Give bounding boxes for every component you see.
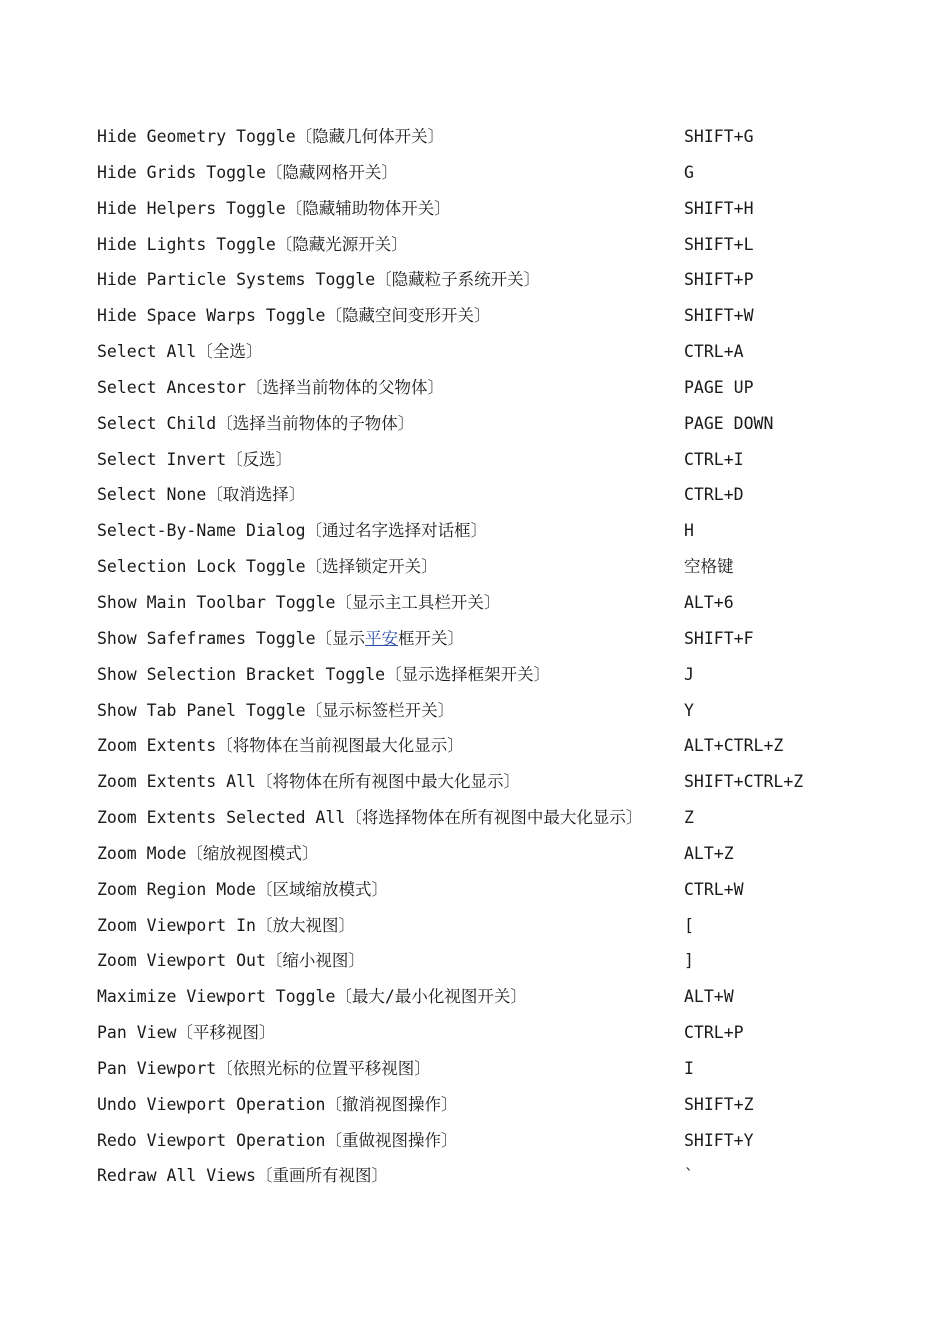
hyperlink-text[interactable]: 平安 — [365, 628, 399, 648]
shortcut-key: CTRL+W — [684, 879, 744, 899]
command-label: Show Selection Bracket Toggle〔显示选择框架开关〕 — [97, 664, 551, 684]
shortcut-row — [97, 943, 897, 979]
command-label: Select Invert〔反选〕 — [97, 449, 293, 469]
shortcut-row — [97, 227, 897, 263]
shortcut-row — [97, 477, 897, 513]
shortcut-key: ALT+6 — [684, 592, 734, 612]
shortcut-row — [97, 621, 897, 657]
shortcut-row — [97, 119, 897, 155]
shortcut-row — [97, 334, 897, 370]
command-label: Hide Particle Systems Toggle〔隐藏粒子系统开关〕 — [97, 270, 541, 290]
shortcut-row — [97, 1158, 897, 1194]
shortcut-row — [97, 764, 897, 800]
command-label: Show Main Toolbar Toggle〔显示主工具栏开关〕 — [97, 592, 501, 612]
command-label: Redraw All Views〔重画所有视图〕 — [97, 1166, 388, 1186]
shortcut-key: SHIFT+Z — [684, 1094, 754, 1114]
shortcut-key: SHIFT+P — [684, 270, 754, 290]
shortcut-row — [97, 1087, 897, 1123]
shortcut-key: CTRL+A — [684, 342, 744, 362]
shortcut-row — [97, 370, 897, 406]
command-label: Pan View〔平移视图〕 — [97, 1023, 276, 1043]
shortcut-key: J — [684, 664, 694, 684]
command-label: Zoom Viewport Out〔缩小视图〕 — [97, 951, 365, 971]
shortcut-key: ALT+Z — [684, 843, 734, 863]
command-label: Zoom Viewport In〔放大视图〕 — [97, 915, 355, 935]
shortcut-key: I — [684, 1058, 694, 1078]
command-label: Pan Viewport〔依照光标的位置平移视图〕 — [97, 1058, 431, 1078]
shortcut-row — [97, 262, 897, 298]
shortcut-row — [97, 693, 897, 729]
shortcut-key: SHIFT+F — [684, 628, 754, 648]
command-label-after: 框开关〕 — [398, 628, 465, 648]
shortcut-key: SHIFT+H — [684, 198, 754, 218]
shortcut-row — [97, 728, 897, 764]
command-label-before: Show Safeframes Toggle〔显示 — [97, 628, 366, 648]
command-label: Hide Geometry Toggle〔隐藏几何体开关〕 — [97, 127, 445, 146]
shortcut-row — [97, 800, 897, 836]
command-label: Hide Helpers Toggle〔隐藏辅助物体开关〕 — [97, 198, 451, 218]
shortcut-key: H — [684, 521, 694, 541]
shortcut-row — [97, 191, 897, 227]
command-label: Hide Space Warps Toggle〔隐藏空间变形开关〕 — [97, 306, 491, 326]
shortcut-key: SHIFT+Y — [684, 1130, 754, 1150]
shortcut-key: CTRL+I — [684, 449, 744, 469]
shortcut-row — [97, 406, 897, 442]
shortcut-key: Z — [684, 808, 694, 828]
shortcut-row — [97, 1123, 897, 1159]
command-label: Select None〔取消选择〕 — [97, 485, 306, 505]
shortcut-row — [97, 657, 897, 693]
command-label: Select Ancestor〔选择当前物体的父物体〕 — [97, 377, 445, 397]
command-label: Zoom Mode〔缩放视图模式〕 — [97, 843, 319, 863]
command-label: Zoom Extents All〔将物体在所有视图中最大化显示〕 — [97, 772, 520, 792]
command-label: Hide Lights Toggle〔隐藏光源开关〕 — [97, 234, 408, 254]
shortcut-row — [97, 872, 897, 908]
command-label: Show Tab Panel Toggle〔显示标签栏开关〕 — [97, 700, 455, 720]
command-label: Zoom Region Mode〔区域缩放模式〕 — [97, 879, 388, 899]
shortcut-key: CTRL+P — [684, 1023, 744, 1043]
command-label: Zoom Extents Selected All〔将选择物体在所有视图中最大化显示〕 — [97, 808, 643, 828]
shortcut-row — [97, 549, 897, 585]
shortcut-key: ] — [684, 951, 694, 971]
command-label: Maximize Viewport Toggle〔最大/最小化视图开关〕 — [97, 987, 527, 1007]
command-label: Select Child〔选择当前物体的子物体〕 — [97, 413, 415, 433]
shortcut-row — [97, 908, 897, 944]
shortcut-key: G — [684, 162, 694, 182]
shortcut-row — [97, 513, 897, 549]
shortcut-key: ALT+W — [684, 987, 734, 1007]
shortcut-key: ALT+CTRL+Z — [684, 736, 784, 756]
command-label: Selection Lock Toggle〔选择锁定开关〕 — [97, 557, 438, 577]
shortcut-key: SHIFT+W — [684, 306, 754, 326]
command-label: Hide Grids Toggle〔隐藏网格开关〕 — [97, 162, 398, 182]
shortcut-row — [97, 585, 897, 621]
shortcut-row — [97, 1015, 897, 1051]
shortcut-key: ` — [684, 1166, 694, 1186]
shortcut-key: SHIFT+L — [684, 234, 754, 254]
shortcut-row — [97, 1051, 897, 1087]
command-label — [97, 621, 464, 657]
shortcut-key: PAGE DOWN — [684, 413, 774, 433]
shortcut-key: SHIFT+G — [684, 127, 754, 146]
shortcut-row — [97, 836, 897, 872]
command-label: Select-By-Name Dialog〔通过名字选择对话框〕 — [97, 521, 488, 541]
shortcut-key: Y — [684, 700, 694, 720]
shortcut-row — [97, 979, 897, 1015]
shortcut-row — [97, 298, 897, 334]
shortcut-key: PAGE UP — [684, 377, 754, 397]
shortcut-list — [97, 119, 897, 1194]
shortcut-row — [97, 442, 897, 478]
command-label: Zoom Extents〔将物体在当前视图最大化显示〕 — [97, 736, 464, 756]
shortcut-key: 空格键 — [684, 557, 734, 577]
shortcut-key: [ — [684, 915, 694, 935]
command-label: Undo Viewport Operation〔撤消视图操作〕 — [97, 1094, 458, 1114]
shortcut-row — [97, 155, 897, 191]
shortcut-key: CTRL+D — [684, 485, 744, 505]
command-label: Redo Viewport Operation〔重做视图操作〕 — [97, 1130, 458, 1150]
shortcut-key: SHIFT+CTRL+Z — [684, 772, 804, 792]
command-label: Select All〔全选〕 — [97, 342, 263, 362]
